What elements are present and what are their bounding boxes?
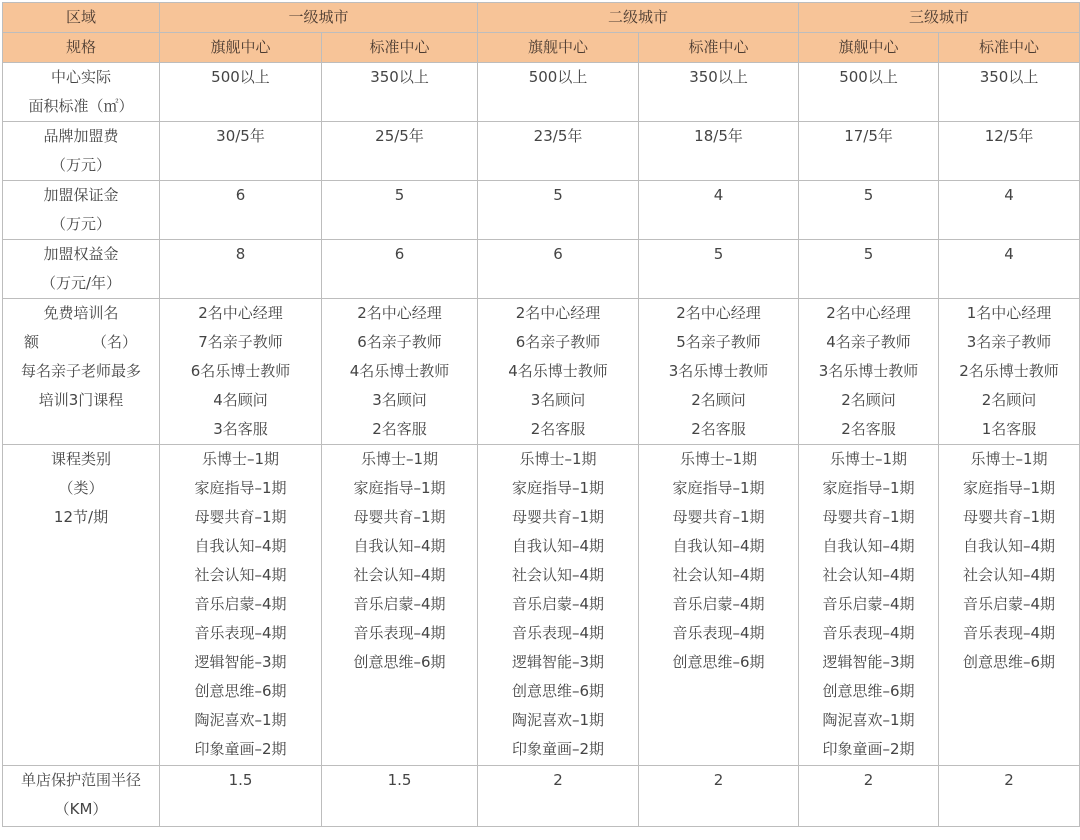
label-line: 培训3门课程 xyxy=(38,391,124,409)
list-item: 创意思维–6期 xyxy=(353,653,446,671)
list-item: 自我认知–4期 xyxy=(194,537,287,555)
list-item: 音乐启蒙–4期 xyxy=(511,595,605,613)
table-cell: 500以上 xyxy=(799,63,939,122)
list-item: 自我认知–4期 xyxy=(822,537,915,555)
type-header: 标准中心 xyxy=(939,33,1080,63)
list-item: 乐博士–1期 xyxy=(519,450,597,468)
list-item: 2名中心经理 xyxy=(676,304,761,322)
label-line: 品牌加盟费 xyxy=(43,127,119,145)
table-cell: 17/5年 xyxy=(799,122,939,181)
label-line: 中心实际 xyxy=(50,68,111,86)
label-line: （万元） xyxy=(50,156,111,174)
label-line: 面积标准（㎡） xyxy=(28,97,134,115)
list-item: 3名亲子教师 xyxy=(966,333,1052,351)
list-item: 音乐表现–4期 xyxy=(822,624,915,642)
list-item: 逻辑智能–3期 xyxy=(822,653,915,671)
table-cell: 1.5 xyxy=(322,766,478,827)
list-item: 家庭指导–1期 xyxy=(353,479,446,497)
table-cell: 500以上 xyxy=(478,63,639,122)
list-item: 自我认知–4期 xyxy=(353,537,446,555)
list-item: 印象童画–2期 xyxy=(194,740,287,758)
table-row-deposit xyxy=(3,181,1080,240)
row-label-radius xyxy=(3,766,160,827)
list-item: 创意思维–6期 xyxy=(963,653,1056,671)
list-item: 3名乐博士教师 xyxy=(668,362,769,380)
row-label-training xyxy=(3,299,160,445)
table-cell xyxy=(478,445,639,766)
list-item: 自我认知–4期 xyxy=(963,537,1056,555)
list-item: 音乐启蒙–4期 xyxy=(822,595,915,613)
table-cell: 350以上 xyxy=(639,63,799,122)
table-cell: 5 xyxy=(639,240,799,299)
list-item: 4名亲子教师 xyxy=(826,333,911,351)
list-item: 3名乐博士教师 xyxy=(818,362,919,380)
list-item: 3名顾问 xyxy=(372,391,427,409)
list-item: 6名乐博士教师 xyxy=(190,362,291,380)
list-item: 5名亲子教师 xyxy=(676,333,761,351)
tier-2-header: 二级城市 xyxy=(478,3,799,33)
list-item: 母婴共育–1期 xyxy=(194,508,287,526)
list-item: 2名客服 xyxy=(691,420,746,438)
spec-label: 规格 xyxy=(3,33,160,63)
row-label-equity xyxy=(3,240,160,299)
table-row-area xyxy=(3,63,1080,122)
table-cell: 6 xyxy=(478,240,639,299)
list-item: 1名客服 xyxy=(981,420,1037,438)
label-line: 免费培训名 xyxy=(43,304,119,322)
list-item: 印象童画–2期 xyxy=(822,740,915,758)
list-item: 家庭指导–1期 xyxy=(963,479,1056,497)
table-cell xyxy=(478,299,639,445)
row-label-brand-fee xyxy=(3,122,160,181)
list-item: 1名中心经理 xyxy=(966,304,1052,322)
table-cell: 350以上 xyxy=(939,63,1080,122)
table-cell xyxy=(939,299,1080,445)
label-line: 单店保护范围半径 xyxy=(20,771,141,789)
table-cell xyxy=(639,299,799,445)
table-cell: 4 xyxy=(639,181,799,240)
list-item: 社会认知–4期 xyxy=(511,566,605,584)
list-item: 母婴共育–1期 xyxy=(672,508,765,526)
list-item: 6名亲子教师 xyxy=(357,333,442,351)
list-item: 乐博士–1期 xyxy=(970,450,1048,468)
table-cell xyxy=(939,445,1080,766)
header-row-region xyxy=(3,3,1080,33)
list-item: 2名客服 xyxy=(530,420,586,438)
table-cell: 1.5 xyxy=(160,766,322,827)
table-cell: 5 xyxy=(799,181,939,240)
table-cell: 8 xyxy=(160,240,322,299)
table-row-radius xyxy=(3,766,1080,827)
table-cell: 4 xyxy=(939,181,1080,240)
table-cell: 5 xyxy=(478,181,639,240)
list-item: 2名乐博士教师 xyxy=(959,362,1059,380)
label-line: 12节/期 xyxy=(53,508,109,526)
table-cell xyxy=(799,445,939,766)
list-item: 2名客服 xyxy=(372,420,427,438)
table-cell: 500以上 xyxy=(160,63,322,122)
table-cell: 2 xyxy=(799,766,939,827)
list-item: 社会认知–4期 xyxy=(963,566,1056,584)
table-cell: 23/5年 xyxy=(478,122,639,181)
row-label-area xyxy=(3,63,160,122)
type-header: 旗舰中心 xyxy=(160,33,322,63)
label-line: （万元/年） xyxy=(40,274,122,292)
list-item: 4名顾问 xyxy=(213,391,268,409)
list-item: 家庭指导–1期 xyxy=(822,479,915,497)
franchise-spec-table xyxy=(2,2,1080,827)
label-line: （类） xyxy=(58,479,104,497)
list-item: 逻辑智能–3期 xyxy=(511,653,605,671)
list-item: 社会认知–4期 xyxy=(194,566,287,584)
list-item: 乐博士–1期 xyxy=(201,450,280,468)
label-fragment: （名） xyxy=(91,333,137,351)
table-row-equity xyxy=(3,240,1080,299)
type-header: 旗舰中心 xyxy=(478,33,639,63)
list-item: 家庭指导–1期 xyxy=(511,479,605,497)
list-item: 创意思维–6期 xyxy=(194,682,287,700)
list-item: 社会认知–4期 xyxy=(822,566,915,584)
list-item: 乐博士–1期 xyxy=(360,450,439,468)
list-item: 社会认知–4期 xyxy=(353,566,446,584)
type-header: 旗舰中心 xyxy=(799,33,939,63)
list-item: 印象童画–2期 xyxy=(511,740,605,758)
list-item: 7名亲子教师 xyxy=(198,333,283,351)
list-item: 母婴共育–1期 xyxy=(353,508,446,526)
list-item: 母婴共育–1期 xyxy=(511,508,605,526)
list-item: 母婴共育–1期 xyxy=(963,508,1056,526)
list-item: 家庭指导–1期 xyxy=(194,479,287,497)
list-item: 社会认知–4期 xyxy=(672,566,765,584)
list-item: 3名顾问 xyxy=(530,391,586,409)
list-item: 音乐表现–4期 xyxy=(511,624,605,642)
table-cell: 12/5年 xyxy=(939,122,1080,181)
table-cell xyxy=(160,445,322,766)
label-line: 每名亲子老师最多 xyxy=(20,362,141,380)
type-header: 标准中心 xyxy=(322,33,478,63)
label-line: 加盟保证金 xyxy=(43,186,119,204)
list-item: 陶泥喜欢–1期 xyxy=(511,711,605,729)
list-item: 2名中心经理 xyxy=(826,304,911,322)
table-cell: 30/5年 xyxy=(160,122,322,181)
list-item: 音乐表现–4期 xyxy=(963,624,1056,642)
header-row-spec xyxy=(3,33,1080,63)
list-item: 2名中心经理 xyxy=(515,304,601,322)
table-cell xyxy=(322,299,478,445)
label-line: 加盟权益金 xyxy=(43,245,119,263)
label-line: 课程类别 xyxy=(50,450,111,468)
table-row-courses xyxy=(3,445,1080,766)
list-item: 音乐启蒙–4期 xyxy=(963,595,1056,613)
list-item: 4名乐博士教师 xyxy=(349,362,450,380)
table-cell: 4 xyxy=(939,240,1080,299)
list-item: 音乐启蒙–4期 xyxy=(672,595,765,613)
list-item: 创意思维–6期 xyxy=(511,682,605,700)
list-item: 陶泥喜欢–1期 xyxy=(194,711,287,729)
list-item: 音乐表现–4期 xyxy=(194,624,287,642)
table-cell: 5 xyxy=(799,240,939,299)
list-item: 2名客服 xyxy=(841,420,896,438)
list-item: 6名亲子教师 xyxy=(515,333,601,351)
table-cell: 6 xyxy=(160,181,322,240)
list-item: 2名顾问 xyxy=(981,391,1037,409)
table-row-brand-fee xyxy=(3,122,1080,181)
label-line: （KM） xyxy=(54,800,108,818)
label-fragment: 额 xyxy=(24,333,40,351)
tier-3-header: 三级城市 xyxy=(799,3,1080,33)
table-cell: 2 xyxy=(939,766,1080,827)
table-cell: 350以上 xyxy=(322,63,478,122)
table-cell: 25/5年 xyxy=(322,122,478,181)
table-row-training xyxy=(3,299,1080,445)
row-label-courses xyxy=(3,445,160,766)
type-header: 标准中心 xyxy=(639,33,799,63)
list-item: 音乐启蒙–4期 xyxy=(194,595,287,613)
list-item: 2名中心经理 xyxy=(198,304,283,322)
list-item: 自我认知–4期 xyxy=(672,537,765,555)
list-item: 3名客服 xyxy=(213,420,268,438)
list-item: 陶泥喜欢–1期 xyxy=(822,711,915,729)
list-item: 音乐表现–4期 xyxy=(353,624,446,642)
list-item: 家庭指导–1期 xyxy=(672,479,765,497)
list-item: 创意思维–6期 xyxy=(672,653,765,671)
list-item: 自我认知–4期 xyxy=(511,537,605,555)
list-item: 音乐启蒙–4期 xyxy=(353,595,446,613)
table-cell: 5 xyxy=(322,181,478,240)
list-item: 创意思维–6期 xyxy=(822,682,915,700)
label-line xyxy=(3,328,159,357)
list-item: 乐博士–1期 xyxy=(680,450,758,468)
table-cell: 2 xyxy=(478,766,639,827)
table-cell: 18/5年 xyxy=(639,122,799,181)
list-item: 4名乐博士教师 xyxy=(508,362,608,380)
table-cell xyxy=(322,445,478,766)
list-item: 2名顾问 xyxy=(691,391,746,409)
table-cell xyxy=(639,445,799,766)
list-item: 2名顾问 xyxy=(841,391,896,409)
label-line: （万元） xyxy=(50,215,111,233)
region-label: 区域 xyxy=(3,3,160,33)
table-cell: 2 xyxy=(639,766,799,827)
table-cell: 6 xyxy=(322,240,478,299)
list-item: 2名中心经理 xyxy=(357,304,442,322)
list-item: 逻辑智能–3期 xyxy=(194,653,287,671)
table-cell xyxy=(160,299,322,445)
tier-1-header: 一级城市 xyxy=(160,3,478,33)
list-item: 母婴共育–1期 xyxy=(822,508,915,526)
list-item: 音乐表现–4期 xyxy=(672,624,765,642)
table-cell xyxy=(799,299,939,445)
list-item: 乐博士–1期 xyxy=(830,450,908,468)
row-label-deposit xyxy=(3,181,160,240)
